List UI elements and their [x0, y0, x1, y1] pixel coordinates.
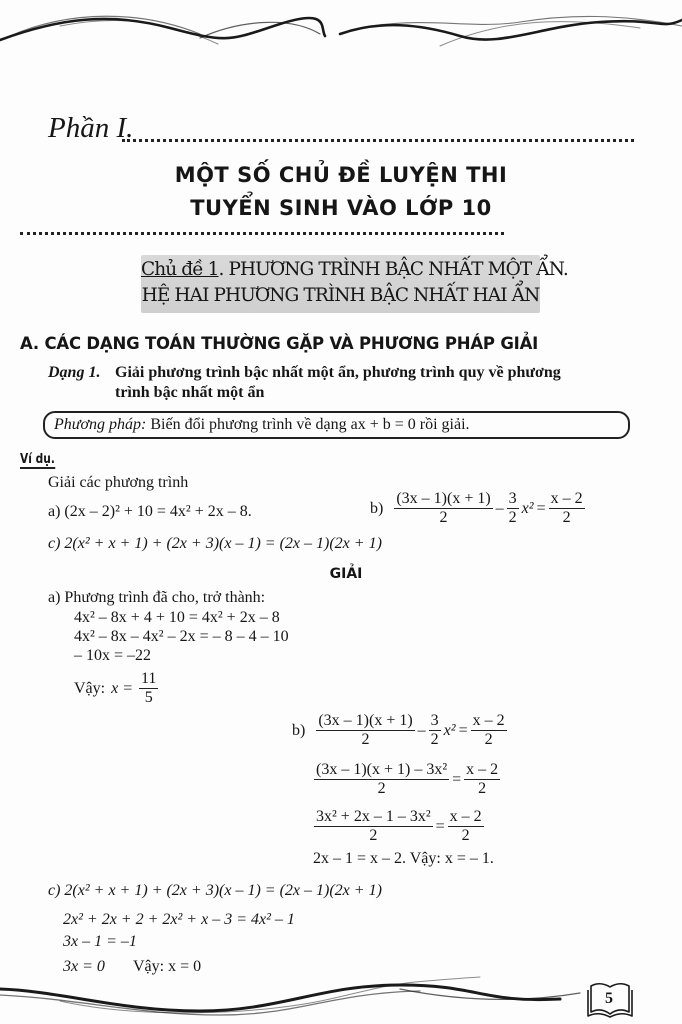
solution-c-step: 3x – 1 = –1 [63, 933, 137, 950]
fraction: $\frac{3}{2}$ [508, 490, 517, 526]
solution-a-step: – 10x = –22 [74, 647, 152, 664]
fraction: $\frac{x - 2}{2}$ [472, 712, 505, 748]
dotted-divider-top [122, 139, 634, 142]
part-title-line2: TUYỂN SINH VÀO LỚP 10 [190, 196, 492, 220]
problem-b-label: b) [370, 499, 384, 517]
fraction: $\frac{x - 2}{2}$ [449, 808, 482, 844]
solution-a-step: 4x² – 8x – 4x² – 2x = – 8 – 4 – 10 [74, 628, 289, 645]
chapter-heading-box [141, 255, 568, 313]
example-problem-a: a) (2x – 2)² + 10 = 4x² + 2x – 8. [48, 503, 252, 520]
fraction: $\frac{\text{(3x – 1)(x + 1) – 3x²}}{2}$ [316, 761, 448, 797]
solution-c-result: Vậy: x = 0 [133, 958, 202, 975]
top-swoosh-decoration [0, 0, 682, 50]
solution-a-result: Vậy: x = $\frac{11}{5}$ [74, 670, 157, 706]
solution-heading: GIẢI [329, 566, 363, 582]
example-problem-b: b) $\frac{(3x - 1)(x + 1)}{2}$ – $\frac{3}{2}$ x² = $\frac{x - 2}{2}$ [370, 490, 583, 526]
solution-b-line2: $\frac{\text{(3x – 1)(x + 1) – 3x²}}{2}$ = $\frac{x - 2}{2}$ [316, 761, 499, 797]
dotted-divider-bottom [20, 232, 504, 235]
fraction: $\frac{(3x - 1)(x + 1)}{2}$ [318, 712, 413, 748]
solution-c-line: c) 2(x² + x + 1) + (2x + 3)(x – 1) = (2x – 1)(2x + 1) [48, 882, 382, 899]
fraction: $\frac{x - 2}{2}$ [550, 490, 583, 526]
chapter-title-text: . PHƯƠNG TRÌNH BẬC NHẤT MỘT ẨN. [218, 259, 568, 280]
chapter-number: Chủ đề 1 [141, 259, 219, 280]
dang-text-line2: trình bậc nhất một ẩn [115, 384, 265, 401]
page-number: 5 [605, 990, 613, 1007]
dang-title [48, 364, 561, 382]
fraction: $\frac{x - 2}{2}$ [466, 761, 499, 797]
dang-text-line1: Giải phương trình bậc nhất một ẩn, phương trình quy về phương [115, 364, 561, 381]
solution-b-line1: b) $\frac{(3x - 1)(x + 1)}{2}$ – $\frac{3}{2}$ x² = $\frac{x - 2}{2}$ [292, 712, 505, 748]
fraction: $\frac{3}{2}$ [430, 712, 439, 748]
method-description: Biến đổi phương trình về dạng ax + b = 0 rồi giải. [146, 416, 470, 433]
example-label: Ví dụ. [20, 452, 55, 467]
chapter-title-line1 [141, 259, 568, 280]
bottom-swoosh-decoration [0, 975, 682, 1024]
solution-b-line3: $\frac{\text{3x² + 2x – 1 – 3x²}}{2}$ = $\frac{x - 2}{2}$ [316, 808, 482, 844]
method-label: Phương pháp: [54, 416, 147, 433]
solution-a-step: 4x² – 8x + 4 + 10 = 4x² + 2x – 8 [74, 609, 280, 626]
fraction: $\frac{11}{5}$ [141, 670, 157, 706]
part-label: Phần I. [48, 112, 134, 144]
fraction: $\frac{(3x - 1)(x + 1)}{2}$ [396, 490, 491, 526]
solution-b-final: 2x – 1 = x – 2. Vậy: x = – 1. [313, 850, 494, 867]
section-heading: A. CÁC DẠNG TOÁN THƯỜNG GẶP VÀ PHƯƠNG PHÁP GIẢI [20, 334, 539, 353]
example-problem-c: c) 2(x² + x + 1) + (2x + 3)(x – 1) = (2x – 1)(2x + 1) [48, 535, 382, 552]
solution-c-step: 3x = 0 [63, 958, 105, 975]
chapter-title-line2: HỆ HAI PHƯƠNG TRÌNH BẬC NHẤT HAI ẨN [141, 285, 540, 306]
dang-label: Dạng 1. [48, 364, 101, 381]
example-intro: Giải các phương trình [48, 474, 189, 491]
solution-c-step: 2x² + 2x + 2 + 2x² + x – 3 = 4x² – 1 [63, 911, 295, 928]
fraction: $\frac{\text{3x² + 2x – 1 – 3x²}}{2}$ [316, 808, 431, 844]
part-title-line1: MỘT SỐ CHỦ ĐỀ LUYỆN THI [174, 163, 508, 187]
method-text [54, 416, 470, 434]
solution-a-intro: a) Phương trình đã cho, trở thành: [48, 589, 266, 606]
